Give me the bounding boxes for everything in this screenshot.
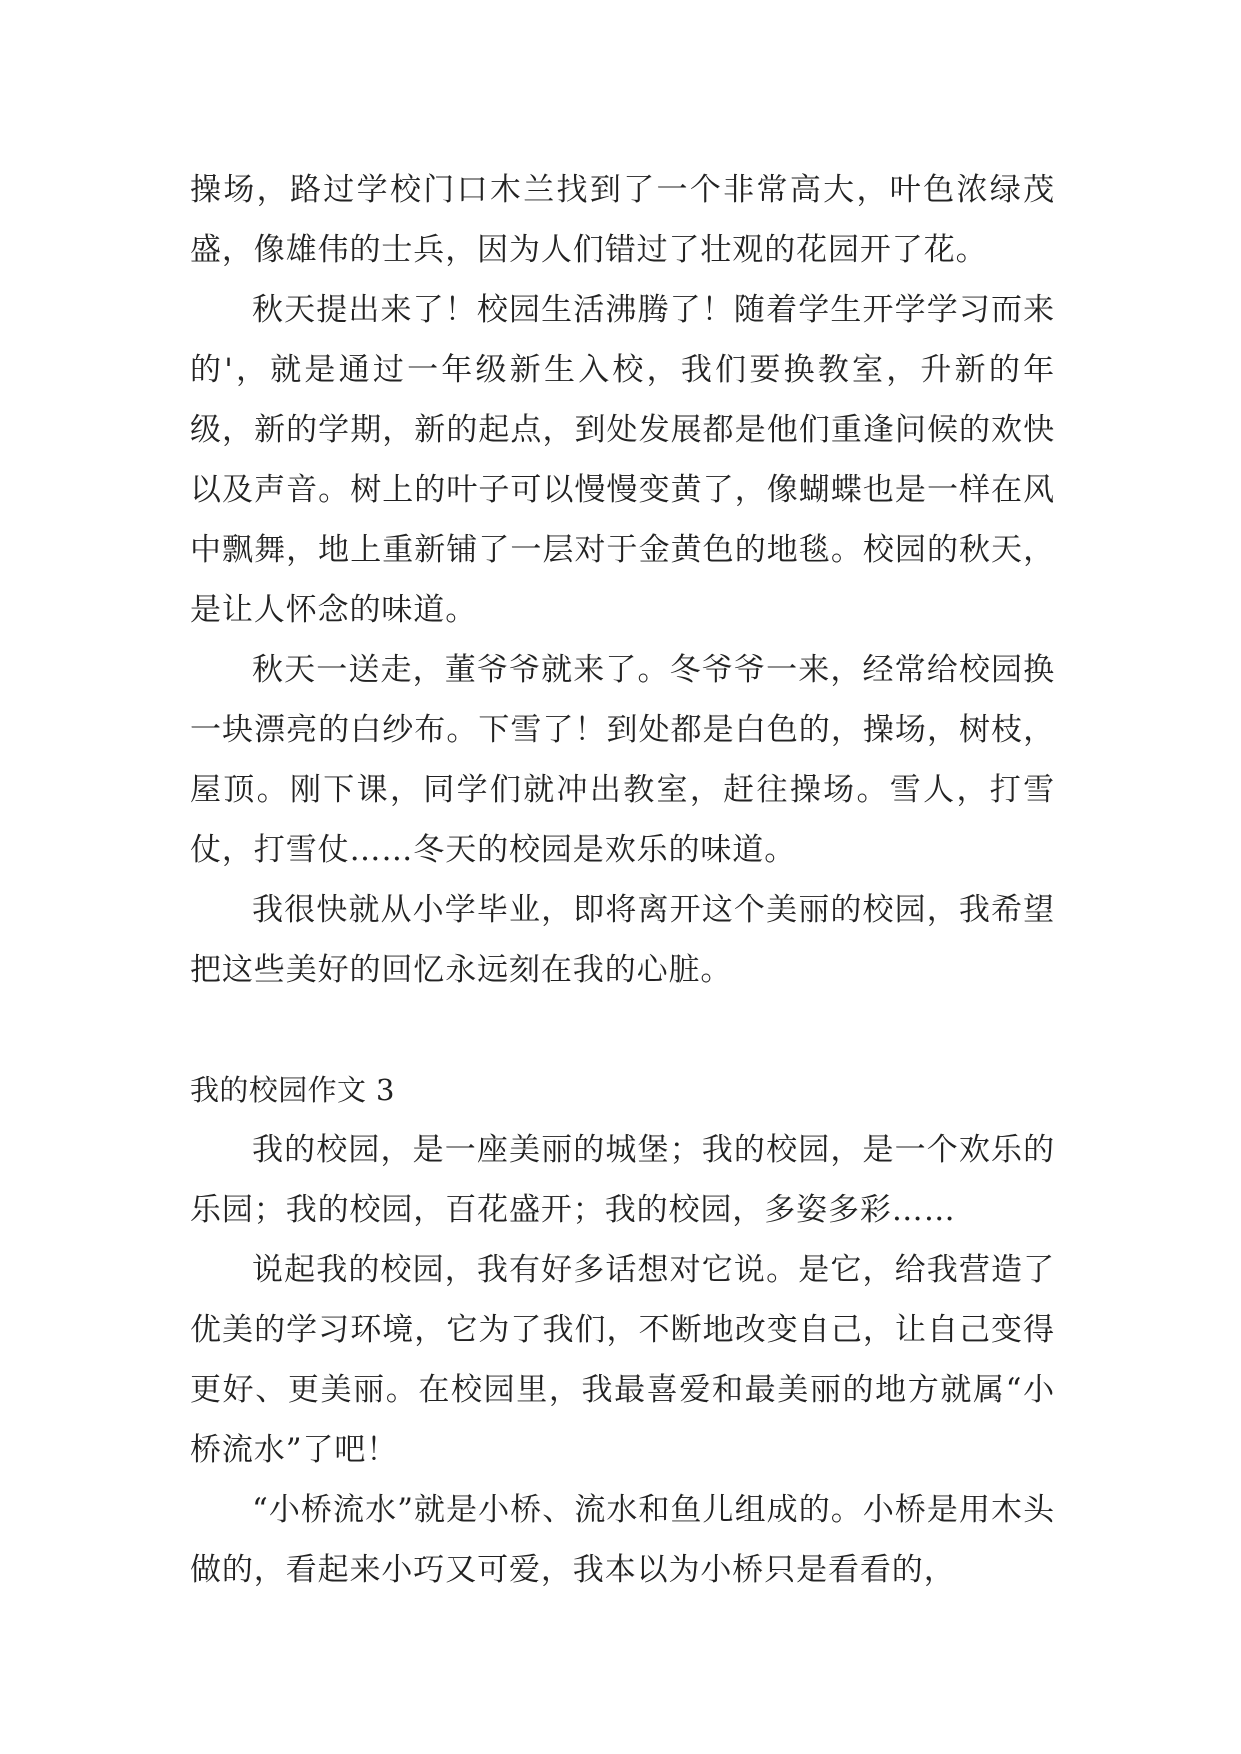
continuation-paragraph: 操场，路过学校门口木兰找到了一个非常高大，叶色浓绿茂盛，像雄伟的士兵，因为人们错过了壮观的花园开了花。 bbox=[190, 172, 1055, 268]
paragraph-favorite-place: 说起我的校园，我有好多话想对它说。是它，给我营造了优美的学习环境，它为了我们，不断地改变自己，让自己变得更好、更美丽。在校园里，我最喜爱和最美丽的地方就属“小桥流水”了吧！ bbox=[190, 1252, 1055, 1468]
paragraph-intro: 我的校园，是一座美丽的城堡；我的校园，是一个欢乐的乐园；我的校园，百花盛开；我的校园，多姿多彩…… bbox=[190, 1132, 1055, 1228]
essay-heading: 我的校园作文 3 bbox=[190, 1073, 395, 1107]
paragraph-winter: 秋天一送走，董爷爷就来了。冬爷爷一来，经常给校园换一块漂亮的白纱布。下雪了！到处都是白色的，操场，树枝，屋顶。刚下课，同学们就冲出教室，赶往操场。雪人，打雪仗，打雪仗……冬天的校园是欢乐的味道。 bbox=[190, 652, 1055, 868]
document-body bbox=[190, 160, 1055, 1600]
paragraph-graduation: 我很快就从小学毕业，即将离开这个美丽的校园，我希望把这些美好的回忆永远刻在我的心脏。 bbox=[190, 892, 1055, 988]
paragraph-bridge: “小桥流水”就是小桥、流水和鱼儿组成的。小桥是用木头做的，看起来小巧又可爱，我本以为小桥只是看看的， bbox=[190, 1492, 1055, 1588]
paragraph-autumn: 秋天提出来了！校园生活沸腾了！随着学生开学学习而来的'，就是通过一年级新生入校，我们要换教室，升新的年级，新的学期，新的起点，到处发展都是他们重逢问候的欢快以及声音。树上的叶子可以慢慢变黄了，像蝴蝶也是一样在风中飘舞，地上重新铺了一层对于金黄色的地毯。校园的秋天，是让人怀念的味道。 bbox=[190, 292, 1055, 628]
